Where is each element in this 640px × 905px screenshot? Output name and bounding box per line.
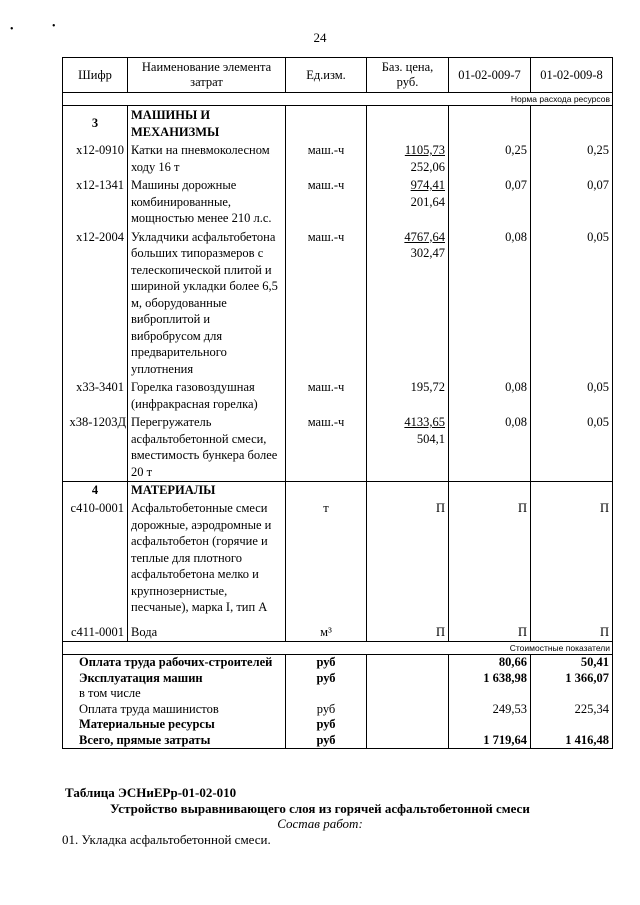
total-value-1	[449, 717, 531, 733]
row-code: х12-0910	[63, 141, 128, 176]
total-value-2: 1 366,07	[531, 671, 613, 687]
table-row	[63, 499, 613, 617]
total-unit: руб	[286, 702, 367, 718]
work-item: 01. Укладка асфальтобетонной смеси.	[62, 832, 271, 847]
row-code: х33-3401	[63, 378, 128, 413]
total-row	[63, 671, 613, 687]
row-unit: маш.-ч	[286, 141, 367, 176]
total-unit	[286, 686, 367, 702]
row-price-wages: 302,47	[410, 246, 445, 260]
row-code: с411-0001	[63, 623, 128, 642]
section-title: МАТЕРИАЛЫ	[128, 482, 286, 500]
section-title: МАШИНЫ И МЕХАНИЗМЫ	[128, 106, 286, 142]
row-name: Машины дорожные комбинированные, мощностью менее 210 л.с.	[128, 176, 286, 228]
total-row	[63, 686, 613, 702]
estimate-table	[62, 57, 613, 749]
row-value-1: 0,08	[449, 413, 531, 482]
total-value-1: 80,66	[449, 655, 531, 671]
total-row	[63, 655, 613, 671]
cost-label-row	[63, 642, 613, 655]
row-value-2: 0,25	[531, 141, 613, 176]
total-name: Всего, прямые затраты	[63, 733, 286, 749]
header-col1: 01-02-009-7	[449, 58, 531, 93]
next-table-title: Таблица ЭСНиЕРр-01-02-010	[65, 785, 237, 800]
row-value-1: 0,25	[449, 141, 531, 176]
page-number: 24	[313, 30, 327, 45]
row-name: Горелка газовоздушная (инфракрасная горелка)	[128, 378, 286, 413]
norm-row	[63, 93, 613, 106]
row-value-2: 0,05	[531, 378, 613, 413]
composition-heading: Состав работ:	[277, 816, 363, 831]
row-unit: маш.-ч	[286, 176, 367, 228]
total-value-1	[449, 686, 531, 702]
row-code: х12-2004	[63, 228, 128, 379]
table-row	[63, 141, 613, 176]
table-header-row	[63, 58, 613, 93]
total-name: Эксплуатация машин	[63, 671, 286, 687]
header-base-price: Баз. цена, руб.	[367, 58, 449, 93]
total-row	[63, 717, 613, 733]
cost-label: Стоимостные показатели	[63, 642, 613, 655]
total-row	[63, 702, 613, 718]
row-value-2: 0,05	[531, 228, 613, 379]
row-value-2: П	[531, 499, 613, 617]
header-col2: 01-02-009-8	[531, 58, 613, 93]
row-name: Вода	[128, 623, 286, 642]
row-name: Укладчики асфальтобетона больших типоразмеров с телескопической плитой и шириной укладки более 6,5 м, оборудованные виброплитой и вибробрусом для предварительного уплотнения	[128, 228, 286, 379]
row-unit: маш.-ч	[286, 378, 367, 413]
row-value-1: П	[449, 499, 531, 617]
section-number: 4	[63, 482, 128, 500]
row-code: х38-1203Д	[63, 413, 128, 482]
row-code: с410-0001	[63, 499, 128, 617]
row-code: х12-1341	[63, 176, 128, 228]
total-unit: руб	[286, 717, 367, 733]
row-value-1: 0,07	[449, 176, 531, 228]
next-table-subtitle: Устройство выравнивающего слоя из горячей асфальтобетонной смеси	[110, 801, 530, 816]
total-name: Оплата труда машинистов	[63, 702, 286, 718]
row-value-1: П	[449, 623, 531, 642]
section-row	[63, 106, 613, 142]
scan-mark: •	[52, 21, 56, 32]
row-price: 195,72	[367, 378, 449, 413]
total-value-2: 1 416,48	[531, 733, 613, 749]
row-price: П	[367, 499, 449, 617]
row-price: 4767,64	[404, 229, 445, 244]
total-value-1: 1 638,98	[449, 671, 531, 687]
row-unit: т	[286, 499, 367, 617]
row-price: 974,41	[410, 178, 445, 192]
header-code: Шифр	[63, 58, 128, 93]
row-price: 4133,65	[404, 415, 445, 429]
header-unit: Ед.изм.	[286, 58, 367, 93]
total-value-2	[531, 717, 613, 733]
row-name: Катки на пневмоколесном ходу 16 т	[128, 141, 286, 176]
row-value-2: П	[531, 623, 613, 642]
scan-mark: •	[10, 24, 14, 35]
row-price-wages: 201,64	[410, 194, 445, 209]
total-value-1: 249,53	[449, 702, 531, 718]
header-name: Наименование элемента затрат	[128, 58, 286, 93]
total-name: Оплата труда рабочих-строителей	[63, 655, 286, 671]
section-number: 3	[63, 106, 128, 142]
row-value-2: 0,07	[531, 176, 613, 228]
total-value-2: 50,41	[531, 655, 613, 671]
table-row	[63, 413, 613, 482]
total-value-1: 1 719,64	[449, 733, 531, 749]
section-row	[63, 482, 613, 500]
row-price: П	[367, 623, 449, 642]
table-row	[63, 378, 613, 413]
row-unit: маш.-ч	[286, 413, 367, 482]
total-value-2: 225,34	[531, 702, 613, 718]
total-unit: руб	[286, 671, 367, 687]
table-row	[63, 176, 613, 228]
total-unit: руб	[286, 733, 367, 749]
row-unit: м³	[286, 623, 367, 642]
row-price-wages: 504,1	[416, 431, 445, 446]
total-name: в том числе	[63, 686, 286, 702]
row-name: Перегружатель асфальтобетонной смеси, вместимость бункера более 20 т	[128, 413, 286, 482]
row-value-2: 0,05	[531, 413, 613, 482]
table-row	[63, 228, 613, 379]
total-name: Материальные ресурсы	[63, 717, 286, 733]
row-price: 1105,73	[404, 143, 445, 157]
table-row	[63, 623, 613, 642]
total-value-2	[531, 686, 613, 702]
total-unit: руб	[286, 655, 367, 671]
total-row	[63, 733, 613, 749]
row-value-1: 0,08	[449, 378, 531, 413]
row-name: Асфальтобетонные смеси дорожные, аэродромные и асфальтобетон (горячие и теплые для плотного асфальтобетона мелко и крупнозернистые, песчаные), марка I, тип А	[128, 499, 286, 617]
row-value-1: 0,08	[449, 228, 531, 379]
row-price-wages: 252,06	[410, 159, 445, 174]
row-unit: маш.-ч	[286, 228, 367, 379]
norm-label: Норма расхода ресурсов	[63, 93, 613, 106]
